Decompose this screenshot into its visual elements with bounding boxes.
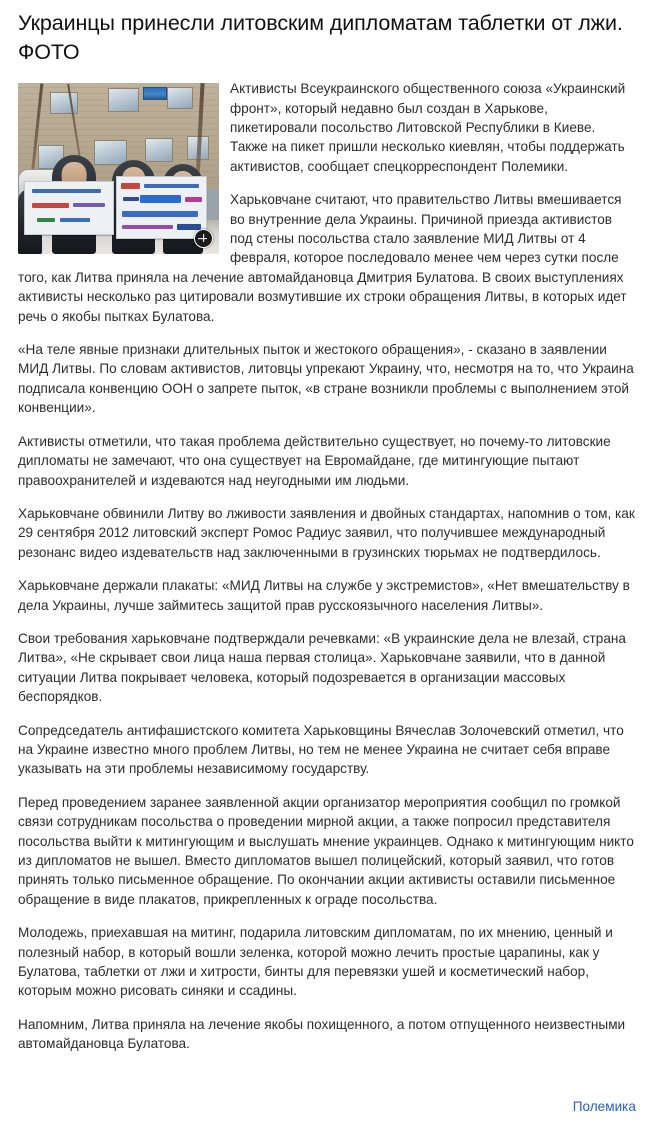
article-paragraph: Сопредседатель антифашистского комитета Харьковщины Вячеслав Золочевский отметил, что на Украине известно много проблем Литвы, но тем не менее Украина не считает себя вправе указывать на эти проблемы независимому государству. — [18, 722, 624, 777]
article-paragraph: Активисты Всеукраинского общественного союза «Украинский фронт», который недавно был создан в Харькове, пикетировали посольство Литовской Республики в Киеве. Также на пикет пришли несколько киевлян, чтобы поддержать активистов, сообщает спецкорреспондент Полемики. — [230, 81, 626, 174]
article-paragraph: Харьковчане держали плакаты: «МИД Литвы на службе у экстремистов», «Нет вмешательству в дела Украины, лучше займитесь защитой прав русскоязычного населения Литвы». — [18, 578, 630, 613]
source-link[interactable]: Полемика — [572, 1098, 636, 1114]
photo-window — [108, 88, 138, 112]
article-paragraph: Активисты отметили, что такая проблема действительно существует, но почему-то литовские дипломаты не замечают, что она существует на Евромайдане, где митингующие пытают правоохранителей и издеваются над неугодными им людьми. — [18, 433, 611, 488]
photo-protest-sign-right — [116, 176, 206, 239]
article-paragraph: Харьковчане обвинили Литву во лживости заявления и двойных стандартах, напомнив о том, как 29 сентября 2012 литовский эксперт Ромос Радиус заявил, что получившее международный резонанс видео издевательств над заключенными в грузинских тюрьмах не подтвердилось. — [18, 505, 635, 560]
photo-window — [145, 138, 173, 162]
article-photo-figure — [18, 83, 219, 254]
photo-window — [94, 140, 126, 166]
article-paragraph: Напомним, Литва приняла на лечение якобы похищенного, а потом отпущенного неизвестными автомайдановца Булатова. — [18, 1016, 626, 1052]
photo-protest-sign-left — [24, 181, 114, 236]
article-paragraph: Перед проведением заранее заявленной акции организатор мероприятия сообщил по громкой связи сотрудникам посольства о проведении мирной акции, а также попросил представителя посольства выйти к митингующим и выслушать мнение украинцев. Однако к митингующим никто из дипломатов не вышел. Вместо дипломатов вышел полицейский, который заявил, что готов принять только письменное обращение. По окончании акции активисты оставили письменное обращение в виде плакатов, прикрепленных к ограде посольства. — [18, 794, 634, 907]
photo-window — [167, 87, 193, 109]
photo-window — [50, 92, 78, 114]
article-paragraph: Молодежь, приехавшая на митинг, подарила литовским дипломатам, по их мнению, ценный и полезный набор, в который вошли зеленка, которой можно лечить простые царапины, как у Булатова, таблетки от лжи и хитрости, бинты для перевязки ушей и косметический набор, которым можно рисовать синяки и ссадины. — [18, 925, 613, 999]
photo-balcony — [143, 87, 167, 101]
article-body — [18, 79, 636, 1053]
article-source-row — [18, 1054, 636, 1126]
article-paragraph: Свои требования харьковчане подтверждали речевками: «В украинские дела не влезай, страна Литва», «Не скрывает свои лица наша первая столица». Харьковчане заявили, что в данной ситуации Литва покрывает человека, который подозревается в организации массовых беспорядков. — [18, 630, 626, 705]
article-paragraph: Харьковчане считают, что правительство Литвы вмешивается во внутренние дела Украины. Причиной приезда активистов под стены посольства стало заявление МИД Литвы от 4 февраля, которое последовало менее чем через сутки после того, как Литва приняла на лечение автомайдановца Дмитрия Булатова. В своих выступлениях активисты несколько раз цитировали возмутившие их строки обращения Литвы, в которых идет речь о якобы пытках Булатова. — [18, 192, 627, 324]
article-photo[interactable] — [18, 83, 219, 254]
article-paragraph: «На теле явные признаки длительных пыток и жестокого обращения», - сказано в заявлении МИД Литвы. По словам активистов, литовцы упрекают Украину, что, несмотря на то, что Украина подписала конвенцию ООН о запрете пыток, «в стране возникли проблемы с выполнением этой конвенции». — [18, 342, 634, 416]
page-title: Украинцы принесли литовским дипломатам таблетки от лжи. ФОТО — [18, 11, 623, 64]
